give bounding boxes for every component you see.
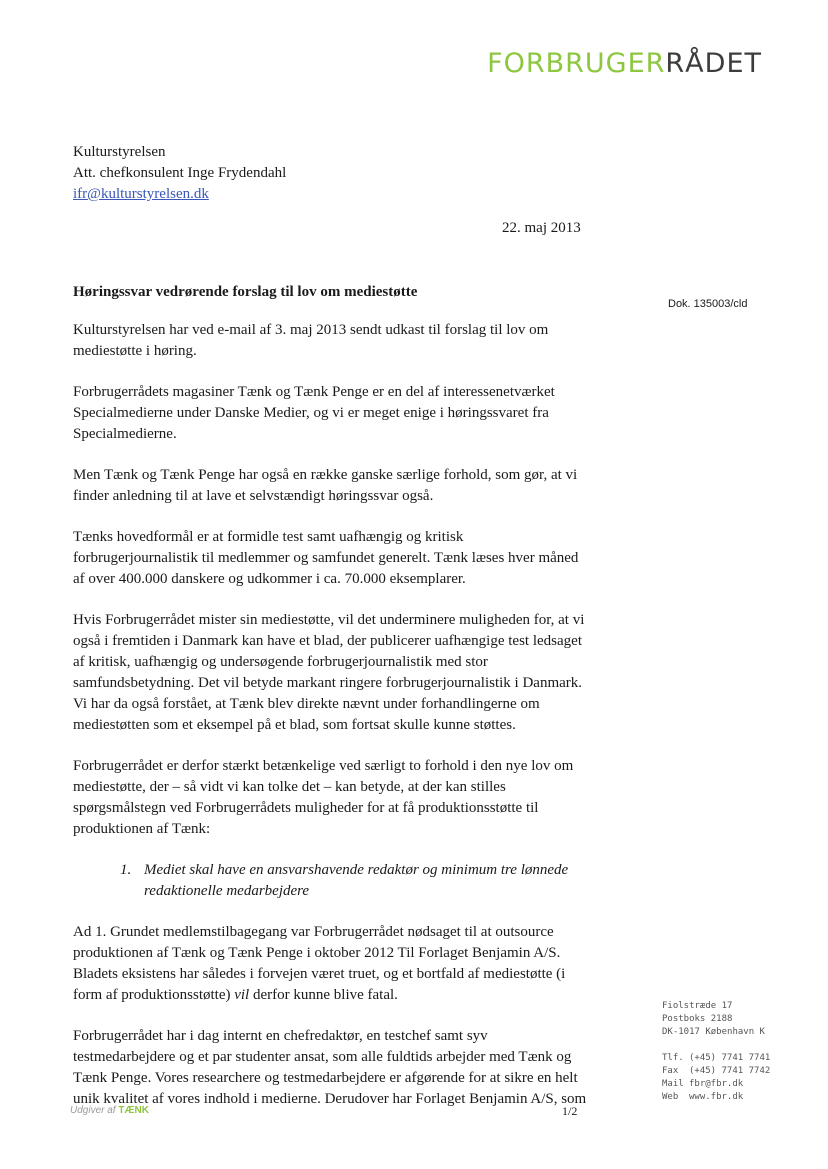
letter-date: 22. maj 2013 xyxy=(502,220,581,236)
contact-block xyxy=(662,1000,770,1104)
paragraph-2: Forbrugerrådets magasiner Tænk og Tænk Penge er en del af interessenetværket Specialmedierne under Danske Medier, og vi er meget enige i høringssvaret fra Specialmedierne. xyxy=(73,384,555,442)
letter-body xyxy=(73,320,591,1130)
page-number: 1/2 xyxy=(562,1104,578,1118)
logo-part-green: FORBRUGER xyxy=(487,48,666,79)
contact-web xyxy=(662,1091,770,1104)
recipient-email-link[interactable]: ifr@kulturstyrelsen.dk xyxy=(73,186,209,202)
paragraph-6: Forbrugerrådet er derfor stærkt betænkelige ved særligt to forhold i den nye lov om mediestøtte, der – så vidt vi kan tolke det – kan betyde, at der kan stilles spørgsmålstegn ved Forbrugerrådets muligheder for at få produktionsstøtte til produktionen af Tænk: xyxy=(73,758,574,837)
paragraph-4: Tænks hovedformål er at formidle test samt uafhængig og kritisk forbrugerjournalistik til medlemmer og samfundet generelt. Tænk læses hver måned af over 400.000 danskere og udkommer i ca. 70.000 eksemplarer. xyxy=(73,529,579,587)
document-reference: Dok. 135003/cld xyxy=(668,298,748,310)
fax-value: (+45) 7741 7742 xyxy=(689,1066,771,1076)
publisher-prefix: Udgiver af xyxy=(70,1105,116,1116)
paragraph-5: Hvis Forbrugerrådet mister sin mediestøtte, vil det underminere muligheden for, at vi også i fremtiden i Danmark kan have et blad, der publicerer uafhængige test ledsaget af kritisk, uafhængig og undersøgende forbrugerjournalistik med stor samfundsbetydning. Det vil betyde markant ringere forbrugerjournalistik i Danmark. Vi har da også forstået, at Tænk blev direkte nævnt under forhandlingerne om mediestøtten som et eksempel på et blad, som fortsat skulle kunne støttes. xyxy=(73,612,585,733)
paragraph-7-part-b: derfor kunne blive fatal. xyxy=(249,987,398,1003)
mail-value: fbr@fbr.dk xyxy=(689,1079,744,1089)
recipient-org: Kulturstyrelsen xyxy=(73,144,166,160)
fax-label: Fax xyxy=(662,1066,679,1076)
paragraph-7-part-a: Ad 1. Grundet medlemstilbagegang var Forbrugerrådet nødsaget til at outsource produktionen af Tænk og Tænk Penge i oktober 2012 Til Forlaget Benjamin A/S. Bladets eksistens har således i forvejen været truet, og et bortfald af mediestøtte (i form af produktionsstøtte) xyxy=(73,924,566,1003)
logo-part-dark: RÅDET xyxy=(665,48,762,79)
recipient-address xyxy=(73,142,286,205)
contact-mail xyxy=(662,1078,770,1091)
brand-logo xyxy=(487,50,762,77)
phone-value: (+45) 7741 7741 xyxy=(689,1053,771,1063)
contact-fax xyxy=(662,1065,770,1078)
paragraph-8: Forbrugerrådet har i dag internt en chefredaktør, en testchef samt syv testmedarbejdere og et par studenter ansat, som alle fuldtids arbejder med Tænk og Tænk Penge. Vores researchere og testmedarbejdere er afgørende for at sikre en helt unik kvalitet af vores indhold i medierne. Derudover har Forlaget Benjamin A/S, som xyxy=(73,1028,587,1107)
publisher-brand: TÆNK xyxy=(118,1105,149,1116)
web-value: www.fbr.dk xyxy=(689,1092,744,1102)
phone-label: Tlf. xyxy=(662,1053,684,1063)
paragraph-7 xyxy=(73,922,591,1006)
web-label: Web xyxy=(662,1092,679,1102)
letter-subject: Høringssvar vedrørende forslag til lov om mediestøtte xyxy=(73,284,418,300)
contact-city: DK-1017 København K xyxy=(662,1027,765,1037)
recipient-attention: Att. chefkonsulent Inge Frydendahl xyxy=(73,165,287,181)
paragraph-3: Men Tænk og Tænk Penge har også en række ganske særlige forhold, som gør, at vi finder anledning til at lave et selvstændigt høringssvar også. xyxy=(73,467,578,504)
list-text: Mediet skal have en ansvarshavende redaktør og minimum tre lønnede redaktionelle medarbejdere xyxy=(144,862,569,899)
mail-label: Mail xyxy=(662,1079,684,1089)
paragraph-1: Kulturstyrelsen har ved e-mail af 3. maj 2013 sendt udkast til forslag til lov om mediestøtte i høring. xyxy=(73,322,549,359)
publisher-footer xyxy=(70,1105,149,1116)
contact-street: Fiolstræde 17 xyxy=(662,1001,733,1011)
paragraph-7-emphasis: vil xyxy=(234,987,250,1003)
list-number: 1. xyxy=(120,862,132,878)
contact-box: Postboks 2188 xyxy=(662,1014,733,1024)
list-item xyxy=(120,860,591,902)
contact-phone xyxy=(662,1052,770,1065)
